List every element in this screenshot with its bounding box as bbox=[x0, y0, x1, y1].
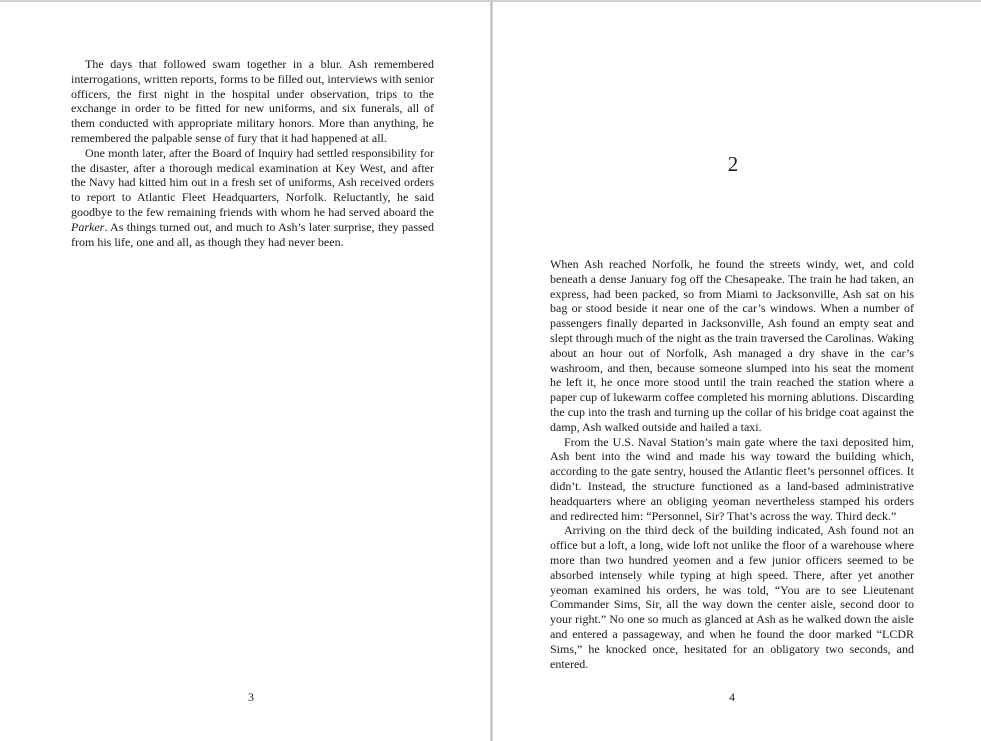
right-page-number: 4 bbox=[729, 690, 735, 704]
right-paragraph-2: From the U.S. Naval Station’s main gate where the taxi deposited him, Ash bent into the wind and made his way toward the building which, according to the gate sentry, housed the Atlantic fleet’s personnel offices. It didn’t. Instead, the structure functioned as a land-based administrative headquarters where an obliging yeoman nevertheless stamped his orders and redirected him: “Personnel, Sir? That’s across the way. Third deck.” bbox=[550, 434, 914, 523]
right-paragraph-3: Arriving on the third deck of the building indicated, Ash found not an office but a loft, a long, wide loft not unlike the floor of a warehouse where more than two hundred yeomen and a few junior officers seemed to be absorbed intensely while typing at high speed. There, after yet another yeoman examined his orders, he was told, “You are to see Lieutenant Commander Sims, Sir, all the way down the center aisle, second door to your right.” No one so much as glanced at Ash as he walked down the aisle and entered a passageway, and when he found the door marked “LCDR Sims,” he knocked once, hesitated for an obligatory two seconds, and entered. bbox=[550, 523, 914, 671]
left-page-number: 3 bbox=[248, 690, 254, 704]
right-page-body bbox=[550, 257, 914, 671]
left-paragraph-2 bbox=[71, 146, 434, 250]
right-paragraph-1: When Ash reached Norfolk, he found the streets windy, wet, and cold beneath a dense January fog off the Chesapeake. The train he had taken, an express, had been packed, so from Miami to Jacksonville, Ash sat on his bag or stood beside it near one of the car’s windows. When a number of passengers finally departed in Jacksonville, Ash found an empty seat and slept through much of the night as the train traversed the Carolinas. Waking about an hour out of Norfolk, Ash managed a dry shave in the car’s washroom, and then, because someone slumped into his seat the moment he left it, he once more stood until the train reached the station where a paper cup of lukewarm coffee completed his morning ablutions. Discarding the cup into the trash and turning up the collar of his bridge coat against the damp, Ash walked outside and hailed a taxi. bbox=[550, 257, 914, 434]
left-paragraph-2-text-start: One month later, after the Board of Inquiry had settled responsibility for the disaster, after a thorough medical examination at Key West, and after the Navy had kitted him out in a fresh set of uniforms, Ash received orders to report to Atlantic Fleet Headquarters, Norfolk. Reluctantly, he said goodbye to the few remaining friends with whom he had served aboard the bbox=[71, 145, 434, 219]
left-page-body bbox=[71, 57, 434, 249]
left-paragraph-2-text-end: . As things turned out, and much to Ash’s later surprise, they passed from his life, one and all, as though they had never been. bbox=[71, 219, 434, 249]
chapter-number: 2 bbox=[727, 152, 739, 176]
left-paragraph-1: The days that followed swam together in a blur. Ash remembered interrogations, written reports, forms to be filled out, interviews with senior officers, the first night in the hospital under observation, trips to the exchange in order to be fitted for new uniforms, and six funerals, all of them conducted with appropriate military honors. More than anything, he remembered the palpable sense of fury that it had happened at all. bbox=[71, 57, 434, 145]
ship-name-italic: Parker bbox=[71, 219, 105, 234]
